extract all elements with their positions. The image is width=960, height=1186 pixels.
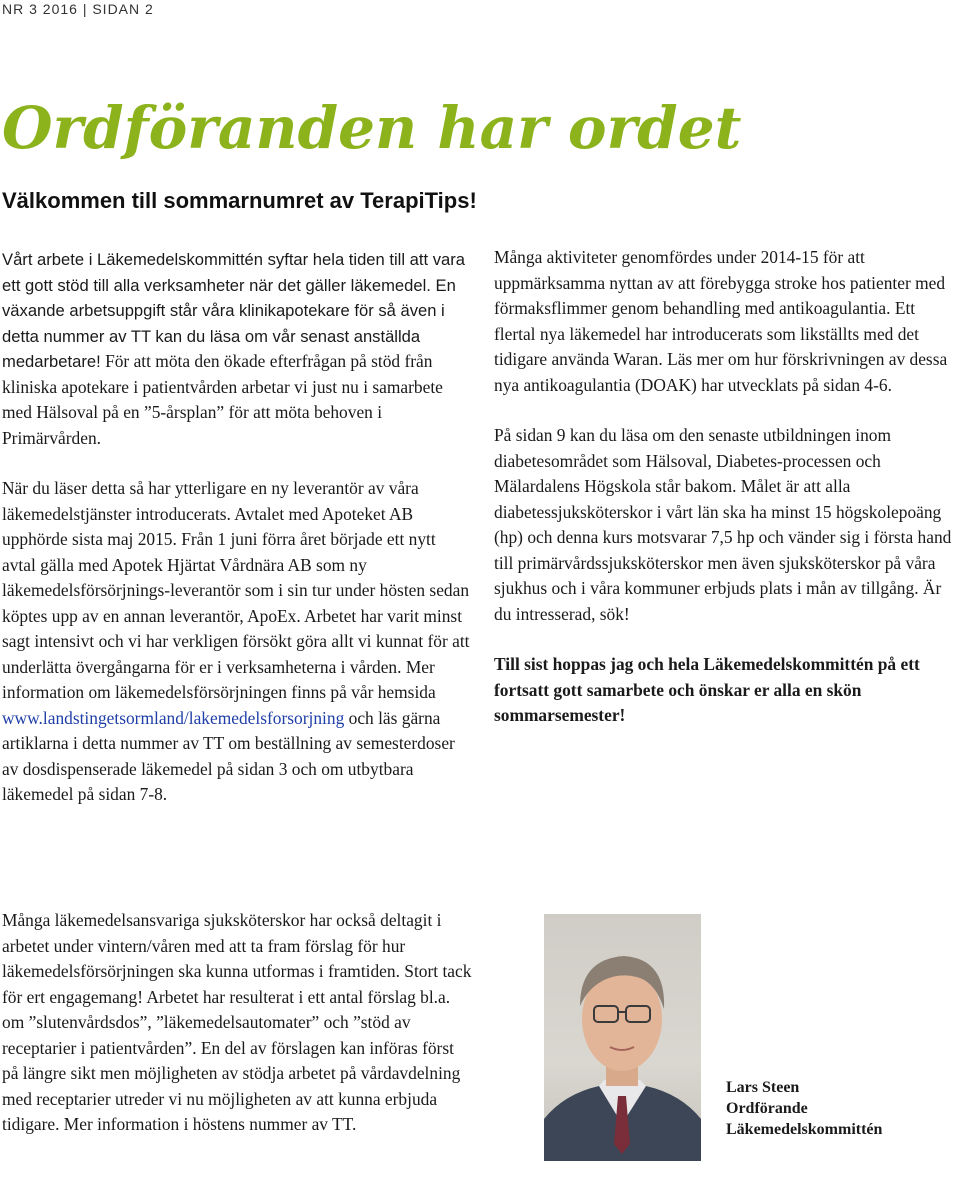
issue-header: NR 3 2016 | SIDAN 2 xyxy=(2,1,154,17)
portrait-illustration xyxy=(544,914,701,1161)
paragraph-nurses: Många läkemedelsansvariga sjuksköterskor har också deltagit i arbetet under vintern/våren med att ta fram förslag för hur läkemedelsförsörjningen ska kunna utformas i framtiden. Stort tack för ert engagemang! Arbetet har resulterat i ett antal förslag bl.a. om ”slutenvårdsdos”, ”läkemedelsautomater” och ”stöd av receptarier i patientvården”. En del av förslagen kan införas först på längre sikt men möjligheten av stödja arbetet på vårdavdelning med receptarier utreder vi nu möjligheten av att kunna erbjuda tidigare. Mer information i höstens nummer av TT. xyxy=(2,910,472,1134)
paragraph-supplier-text: När du läser detta så har ytterligare en ny leverantör av våra läkemedelstjänster introducerats. Avtalet med Apoteket AB upphörde sista maj 2015. Från 1 juni förra året började ett nytt avtal gälla med Apotek Hjärtat Vårdnära AB som ny läkemedelsförsörjnings-leverantör som i sin tur under hösten sedan köptes upp av en annan leverantör, ApoEx. Arbetet har varit minst sagt intensivt och vi har verkligen försökt göra allt vi kunnat för att underlätta övergångarna för er i verksamheterna i vården. Mer information om läkemedelsförsörjningen finns på vår hemsida xyxy=(2,478,470,702)
paragraph-intro-rest: För att möta den ökade efterfrågan på stöd från kliniska apotekare i patientvården arbetar vi just nu i samarbete med Hälsoval på en ”5-årsplan” för att möta behoven i Primärvården. xyxy=(2,351,443,448)
portrait-photo xyxy=(544,914,701,1161)
page-title: Ordföranden har ordet xyxy=(2,94,742,162)
paragraph-stroke: Många aktiviteter genomfördes under 2014-15 för att uppmärksamma nyttan av att förebygga stroke hos patienter med förmaksflimmer genom behandling med antikoagulantia. Ett flertal nya läkemedel har introducerats som likställts med det tidigare använda Waran. Läs mer om hur förskrivningen av dessa nya antikoagulantia (DOAK) har utvecklats på sidan 4-6. xyxy=(494,247,948,395)
signature-name: Lars Steen xyxy=(726,1079,800,1096)
page-subtitle: Välkommen till sommarnumret av TerapiTips! xyxy=(2,188,477,213)
right-column xyxy=(494,245,956,729)
website-link[interactable]: www.landstingetsormland/lakemedelsforsorjning xyxy=(2,707,345,728)
signature-block xyxy=(726,1077,882,1140)
signature-role: Ordförande xyxy=(726,1100,808,1117)
bottom-column xyxy=(2,908,472,1138)
paragraph-diabetes: På sidan 9 kan du läsa om den senaste utbildningen inom diabetesområdet som Hälsoval, Diabetes-processen och Mälardalens Högskola står bakom. Målet är att alla diabetessjuksköterskor i vårt län ska ha minst 15 högskolepoäng (hp) och denna kurs motsvarar 7,5 hp och vänder sig i första hand till primärvårdssjuksköterskor men även sjuksköterskor på våra sjukhus och i våra kommuner erbjuds plats i mån av tillgång. Är du intresserad, sök! xyxy=(494,425,952,624)
signature-org: Läkemedelskommittén xyxy=(726,1121,883,1138)
paragraph-intro xyxy=(2,247,472,451)
paragraph-intro-lead: Vårt arbete i Läkemedelskommittén syftar hela tiden till att vara ett gott stöd till alla verksamheter när det gäller läkemedel. En växande arbetsuppgift står våra klinikapotekare för så även i detta nummer av TT kan du läsa om vår senast anställda medarbetare! xyxy=(2,250,465,371)
paragraph-closing: Till sist hoppas jag och hela Läkemedelskommittén på ett fortsatt gott samarbete och önskar er alla en skön sommarsemester! xyxy=(494,654,920,725)
paragraph-supplier xyxy=(2,476,472,808)
left-column xyxy=(2,247,472,808)
paragraph-supplier-end: och läs gärna artiklarna i detta nummer av TT om beställning av semesterdoser av dosdispenserade läkemedel på sidan 3 och om utbytbara läkemedel på sidan 7-8. xyxy=(2,707,455,804)
